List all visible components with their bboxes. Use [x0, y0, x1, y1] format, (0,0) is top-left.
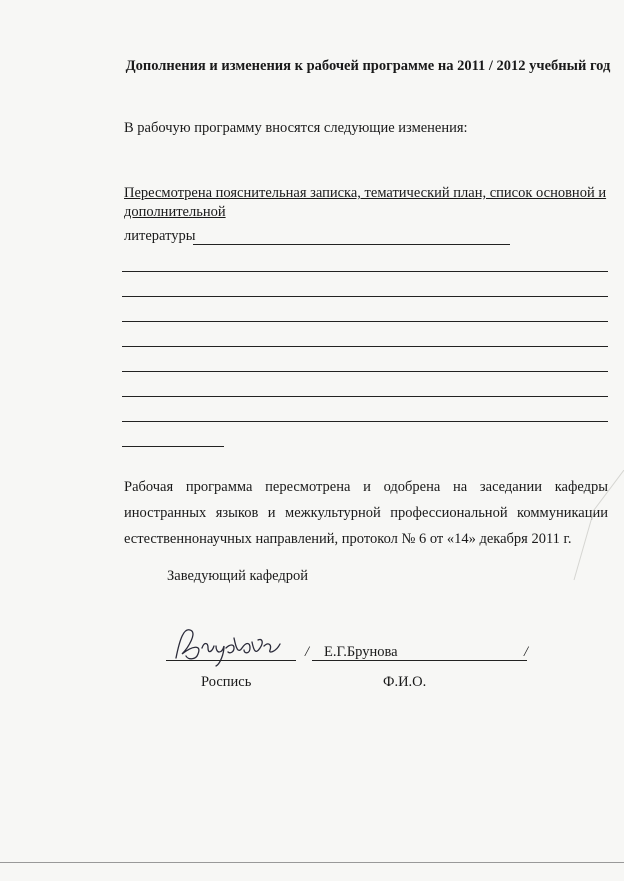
- signature-label: Роспись: [201, 674, 252, 690]
- separator: /: [305, 644, 310, 660]
- separator: /: [524, 644, 529, 660]
- blank-line: [122, 371, 608, 372]
- approval-line: Рабочая программа пересмотрена и одобрена на заседании кафедры: [124, 479, 608, 495]
- blank-line: [122, 321, 608, 322]
- revision-text-line2: дополнительной: [124, 204, 226, 220]
- blank-line: [122, 346, 608, 347]
- intro-text: В рабочую программу вносятся следующие изменения:: [124, 120, 468, 136]
- department-head-label: Заведующий кафедрой: [167, 568, 309, 584]
- blank-line: [122, 396, 608, 397]
- revision-underline: [193, 244, 510, 245]
- approval-line: естественнонаучных направлений, протокол № 6 от «14» декабря 2011 г.: [124, 531, 572, 547]
- document-title: Дополнения и изменения к рабочей программе на 2011 / 2012 учебный год: [125, 58, 611, 74]
- revision-text-line3: литературы: [124, 228, 196, 244]
- blank-line: [122, 421, 608, 422]
- paper-crease: [564, 470, 624, 590]
- approval-line: иностранных языков и межкультурной профессиональной коммуникации: [124, 505, 608, 521]
- revision-text-line1: Пересмотрена пояснительная записка, тематический план, список основной и: [124, 185, 607, 201]
- signatory-name: Е.Г.Брунова: [324, 644, 398, 660]
- blank-line: [122, 271, 608, 272]
- blank-line: [122, 296, 608, 297]
- name-line: [312, 660, 527, 661]
- approval-paragraph: [124, 474, 608, 552]
- fio-label: Ф.И.О.: [383, 674, 427, 690]
- page-edge: [0, 862, 624, 863]
- signature-line: [166, 660, 296, 661]
- blank-line-short: [122, 446, 224, 447]
